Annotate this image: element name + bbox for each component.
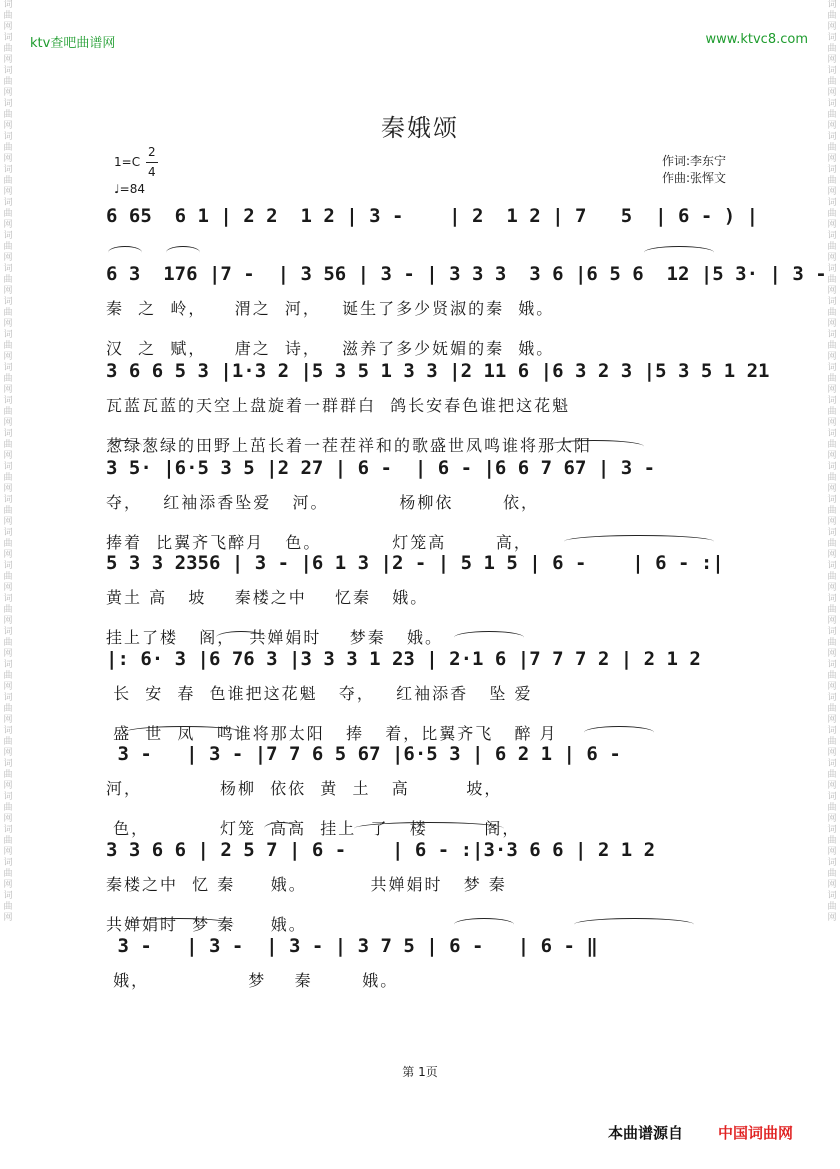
lyric-verse-2: 色， 灯笼 高高 挂上 了 楼 阁，	[106, 819, 521, 838]
lyric-verse-2: 盛 世 凤 鸣谁将那太阳 捧 着，比翼齐飞 醉 月	[106, 724, 558, 743]
notation-line: 3 - | 3 - | 3 - | 3 7 5 | 6 - | 6 - ‖	[106, 935, 598, 957]
lyric-verse-2: 汉 之 赋， 唐之 诗， 滋养了多少妩媚的秦 娥。	[106, 339, 555, 358]
lyric-verse-1: 瓦蓝瓦蓝的天空上盘旋着一群群白 鸽长安春色谁把这花魁	[106, 396, 571, 415]
side-watermark-left: 词曲网词曲网词曲网词曲网词曲网词曲网词曲网词曲网词曲网词曲网词曲网词曲网词曲网词曲网词曲网词曲网词曲网词曲网词曲网词曲网词曲网词曲网词曲网词曲网词曲网词曲网词曲网词曲网	[3, 0, 13, 923]
lyric-verse-2: 挂上了楼 阁， 共婵娟时 梦秦 娥。	[106, 628, 444, 647]
tempo-marking: ♩=84	[114, 182, 145, 196]
key-signature: 1=C	[114, 155, 141, 169]
score-title: 秦娥颂	[381, 114, 459, 142]
notation-line: 3 5· |6·5 3 5 |2 27 | 6 - | 6 - |6 6 7 67 | 3 -	[106, 457, 656, 479]
time-signature-numerator: 2	[148, 145, 156, 159]
lyric-verse-1: 长 安 春 色谁把这花魁 夺， 红袖添香 坠 爱	[106, 684, 533, 703]
notation-line: 6 3 176 |7 - | 3 56 | 3 - | 3 3 3 3 6 |6 5 6 12 |5 3· | 3 -	[106, 263, 827, 285]
notation-line: 3 3 6 6 | 2 5 7 | 6 - | 6 - :|3·3 6 6 | 2 1 2	[106, 839, 656, 861]
notation-line: 6 65 6 1 | 2 2 1 2 | 3 - | 2 1 2 | 7 5 | 6 - ) |	[106, 205, 759, 227]
composer-credit: 作曲:张恽文	[662, 171, 727, 185]
footer-source-label: 本曲谱源自	[608, 1124, 684, 1142]
notation-line: |: 6· 3 |6 76 3 |3 3 3 1 23 | 2·1 6 |7 7 7 2 | 2 1 2	[106, 648, 701, 670]
footer-source-link[interactable]: 中国词曲网	[718, 1124, 794, 1142]
lyric-verse-1: 娥， 梦 秦 娥。	[106, 971, 399, 990]
notation-line: 3 - | 3 - |7 7 6 5 67 |6·5 3 | 6 2 1 | 6 -	[106, 743, 621, 765]
page-number: 第 1页	[402, 1065, 438, 1079]
lyric-verse-1: 秦楼之中 忆 秦 娥。 共婵娟时 梦 秦	[106, 875, 507, 894]
lyric-verse-2: 葱绿葱绿的田野上茁长着一茬茬祥和的歌盛世凤鸣谁将那太阳	[106, 436, 593, 455]
side-watermark-right: 词曲网词曲网词曲网词曲网词曲网词曲网词曲网词曲网词曲网词曲网词曲网词曲网词曲网词曲网词曲网词曲网词曲网词曲网词曲网词曲网词曲网词曲网词曲网词曲网词曲网词曲网词曲网词曲网	[827, 0, 837, 923]
lyric-verse-1: 秦 之 岭， 渭之 河， 诞生了多少贤淑的秦 娥。	[106, 299, 555, 318]
lyric-verse-2: 捧着 比翼齐飞醉月 色。 灯笼高 高，	[106, 533, 532, 552]
site-link-right[interactable]: www.ktvc8.com	[705, 32, 808, 47]
lyric-verse-1: 河， 杨柳 依依 黄 土 高 坡，	[106, 779, 503, 798]
lyric-verse-1: 黄土 高 坡 秦楼之中 忆秦 娥。	[106, 588, 429, 607]
notation-line: 3 6 6 5 3 |1·3 2 |5 3 5 1 3 3 |2 11 6 |6 3 2 3 |5 3 5 1 21	[106, 360, 770, 382]
lyricist-credit: 作词:李东宁	[662, 154, 727, 168]
site-link-left[interactable]: ktv查吧曲谱网	[30, 36, 116, 51]
lyric-verse-1: 夺， 红袖添香坠爱 河。 杨柳依 依，	[106, 493, 539, 512]
lyric-verse-2: 共婵娟时 梦 秦 娥。	[106, 915, 307, 934]
notation-line: 5 3 3 2356 | 3 - |6 1 3 |2 - | 5 1 5 | 6 - | 6 - :|	[106, 552, 724, 574]
time-signature-denominator: 4	[148, 165, 156, 179]
time-signature-divider	[146, 162, 158, 163]
